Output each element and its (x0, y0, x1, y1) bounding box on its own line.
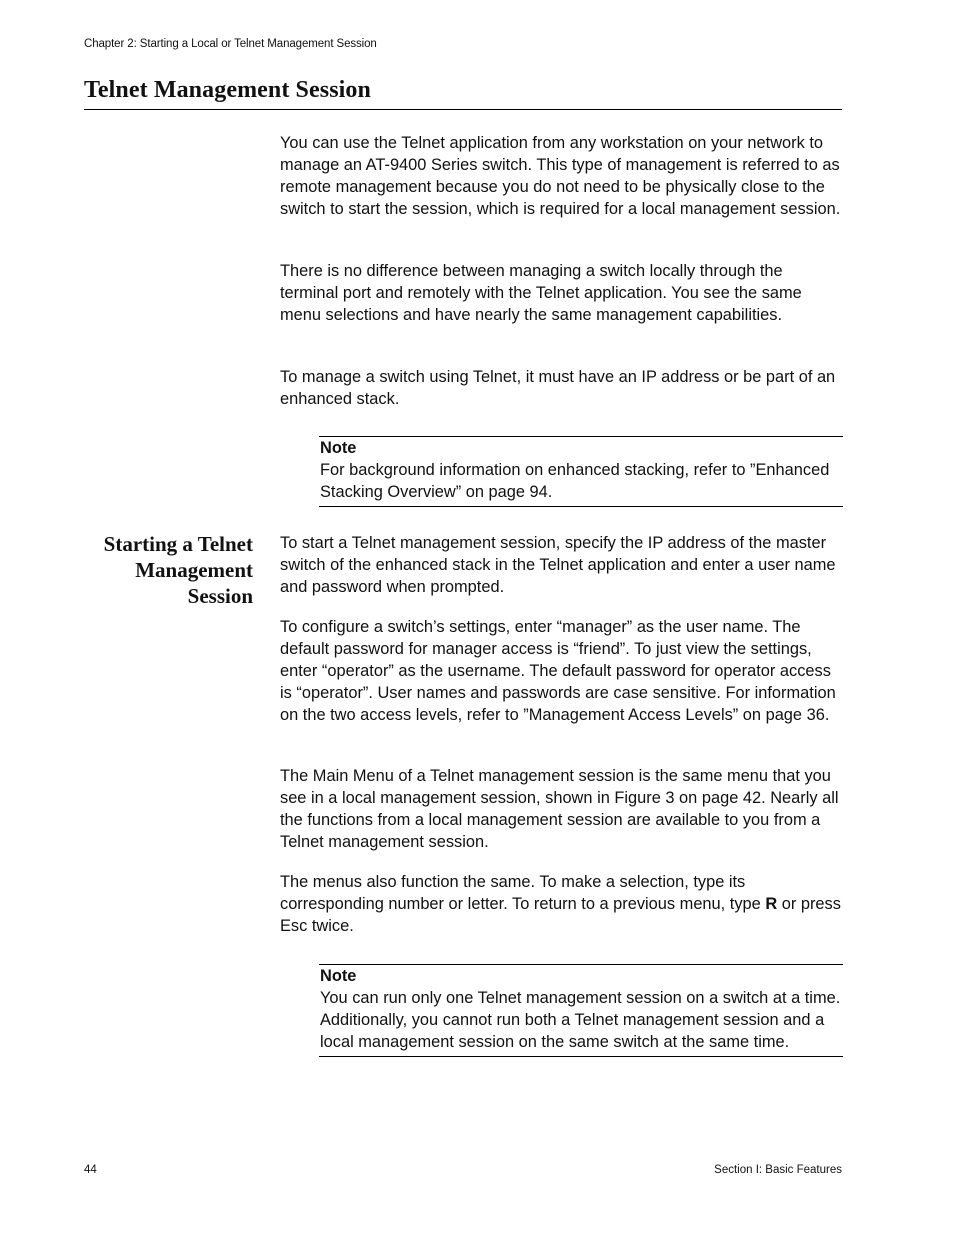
paragraph-text: There is no difference between managing a switch locally through the terminal port and remotely with the Telnet application. You see the same menu selections and have nearly the same management capabilities. (280, 262, 802, 324)
paragraph-text: To configure a switch’s settings, enter “manager” as the user name. The default password for manager access is “friend”. To just view the settings, enter “operator” as the username. The default password for operator access is “operator”. User names and passwords are case sensitive. For information on the two access levels, refer to ”Management Access Levels” on page 36. (280, 618, 836, 724)
footer-section-label: Section I: Basic Features (714, 1164, 842, 1176)
subsection-title-line: Session (187, 584, 253, 608)
page-number: 44 (84, 1164, 97, 1176)
start-paragraph-3 (280, 766, 842, 854)
note-text: You can run only one Telnet management session on a switch at a time. Additionally, you cannot run both a Telnet management session and a local management session on the same switch at the same time. (320, 988, 841, 1051)
paragraph-text-before: The menus also function the same. To make a selection, type its corresponding number or letter. To return to a previous menu, type (280, 873, 766, 913)
start-paragraph-2 (280, 617, 842, 727)
paragraph-text: To start a Telnet management session, specify the IP address of the master switch of the enhanced stack in the Telnet application and enter a user name and password when prompted. (280, 534, 836, 596)
note-text: For background information on enhanced stacking, refer to ”Enhanced Stacking Overview” on page 94. (320, 460, 830, 501)
paragraph-text: To manage a switch using Telnet, it must have an IP address or be part of an enhanced stack. (280, 368, 836, 408)
note-box-stacking (319, 436, 843, 507)
return-key-letter: R (765, 894, 778, 913)
note-box-telnet-limit (319, 964, 843, 1057)
running-header: Chapter 2: Starting a Local or Telnet Management Session (84, 38, 377, 50)
start-paragraph-1 (280, 533, 842, 599)
intro-paragraph-1 (280, 133, 842, 221)
note-label: Note (320, 439, 357, 457)
intro-paragraph-3 (280, 367, 842, 411)
start-paragraph-4 (280, 872, 842, 938)
note-label: Note (320, 967, 357, 985)
subsection-title-line: Management (135, 558, 253, 582)
subsection-title (84, 531, 253, 609)
paragraph-text: You can use the Telnet application from any workstation on your network to manage an AT-9400 Series switch. This type of management is referred to as remote management because you do not need to be physically close to the switch to start the session, which is required for a local management session. (280, 134, 841, 218)
title-divider (84, 109, 842, 110)
intro-paragraph-2 (280, 261, 842, 327)
subsection-title-line: Starting a Telnet (103, 532, 253, 556)
paragraph-text: The Main Menu of a Telnet management session is the same menu that you see in a local management session, shown in Figure 3 on page 42. Nearly all the functions from a local management session are available to you from a Telnet management session. (280, 767, 839, 851)
section-title: Telnet Management Session (84, 77, 371, 103)
paragraph-text (280, 872, 842, 938)
paragraph-text-after: or press Esc twice. (280, 894, 841, 935)
